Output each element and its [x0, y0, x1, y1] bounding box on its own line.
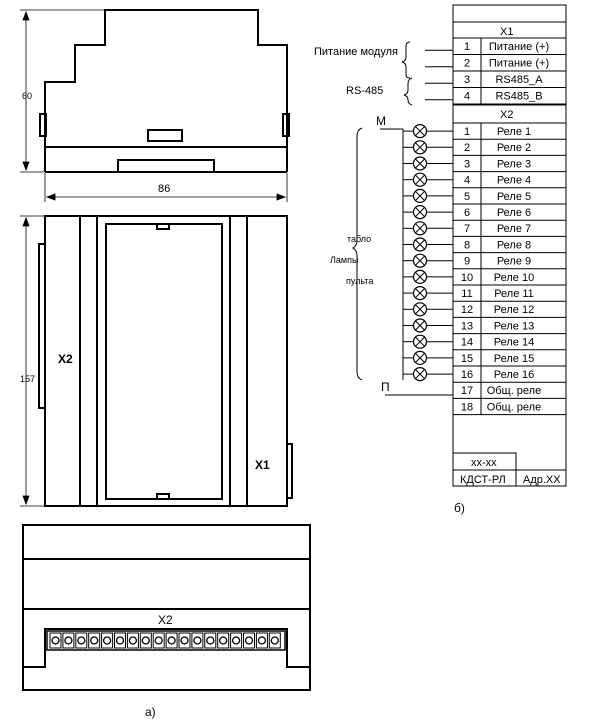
- x1-pin-name: RS485_A: [495, 74, 543, 86]
- x2-pin-number: 10: [460, 271, 474, 284]
- length-dimension-label: 157: [20, 374, 36, 384]
- x1-wires: [425, 50, 453, 100]
- bottom-view: [23, 525, 310, 690]
- terminal-screw: [91, 637, 98, 644]
- height-dimension-label: 60: [22, 91, 33, 101]
- x2-pin-name: Реле 8: [496, 239, 532, 252]
- caption-a: а): [145, 705, 156, 719]
- x2-pin-number: 13: [460, 320, 474, 333]
- x2-pin-name: Реле 14: [493, 336, 535, 349]
- x2-pin-name: Реле 5: [496, 190, 532, 203]
- x2-pin-number: 17: [460, 385, 474, 398]
- x1-pin-number: 2: [463, 57, 471, 70]
- terminal-screw: [207, 637, 214, 644]
- rs485-group-label: RS-485: [346, 85, 384, 97]
- terminal-screw: [52, 637, 59, 644]
- x2-pin-number: 3: [463, 158, 471, 171]
- x1-side-label: X1: [255, 458, 270, 472]
- x2-pin-name: Реле 11: [494, 288, 534, 300]
- x2-pin-number: 5: [463, 190, 471, 203]
- footer-code: хх-хх: [471, 457, 497, 469]
- x2-pin-name: Реле 10: [493, 271, 535, 284]
- x1-pin-name: Питание (+): [488, 57, 550, 70]
- footer-device: КДСТ-РЛ: [460, 474, 506, 486]
- terminal-screw: [271, 637, 278, 644]
- x2-bottom-label: X2: [158, 613, 173, 627]
- terminal-screw: [181, 637, 188, 644]
- x1-pin-name: RS485_B: [495, 90, 543, 103]
- x2-pin-name: Реле 13: [493, 320, 535, 333]
- x2-pin-number: 12: [460, 304, 474, 317]
- terminal-screw: [142, 637, 149, 644]
- lamps-label-line1: Лампы: [330, 255, 359, 265]
- x1-title: X1: [500, 26, 514, 38]
- x1-pin-name: Питание (+): [488, 41, 550, 53]
- x1-pin-number: 3: [463, 74, 471, 86]
- terminal-screws: [50, 633, 280, 648]
- x2-pin-number: 1: [463, 126, 471, 138]
- x2-pin-number: 8: [463, 239, 471, 252]
- x2-pin-number: 18: [460, 401, 474, 414]
- x2-pin-name: Реле 15: [493, 352, 535, 365]
- x2-pin-name: Общ. реле: [486, 385, 542, 398]
- terminal-screw: [168, 637, 175, 644]
- x1-pin-number: 1: [463, 41, 471, 53]
- terminal-screw: [155, 637, 162, 644]
- x2-pin-name: Реле 9: [496, 255, 532, 268]
- terminal-screw: [65, 637, 72, 644]
- x2-pin-number: 15: [460, 352, 474, 365]
- x2-pin-name: Реле 2: [496, 142, 532, 155]
- x2-pin-number: 6: [463, 207, 471, 219]
- terminal-screw: [104, 637, 111, 644]
- footer-address: Адр.XX: [523, 474, 561, 486]
- x2-pin-number: 2: [463, 142, 471, 155]
- x2-pin-number: 9: [463, 255, 471, 268]
- x2-table: [453, 105, 566, 415]
- terminal-screw: [246, 637, 253, 644]
- width-dimension-label: 86: [158, 183, 171, 195]
- front-view: [40, 10, 289, 172]
- x2-side-label: X2: [58, 352, 73, 366]
- lamps-label-line3: пульта: [346, 276, 374, 286]
- x2-pin-name: Реле 4: [496, 174, 532, 187]
- x2-pin-name: Реле 1: [496, 126, 532, 138]
- terminal-screw: [78, 637, 85, 644]
- x2-pin-number: 4: [463, 174, 471, 187]
- terminal-screw: [129, 637, 136, 644]
- x2-title: X2: [500, 109, 514, 121]
- terminal-screw: [194, 637, 201, 644]
- x2-pin-name: Общ. реле: [486, 401, 542, 414]
- x2-pin-number: 7: [463, 223, 471, 236]
- lamps-label-line2: табло: [347, 234, 372, 244]
- x2-pin-name: Реле 16: [493, 369, 535, 381]
- x1-pin-number: 4: [463, 90, 471, 103]
- terminal-screw: [220, 637, 227, 644]
- terminal-screw: [117, 637, 124, 644]
- length-dimension: [20, 216, 44, 506]
- caption-b: б): [454, 501, 465, 515]
- x2-pin-name: Реле 12: [493, 304, 535, 317]
- bus-m-label: М: [376, 114, 386, 128]
- x2-pin-name: Реле 6: [496, 207, 532, 219]
- bus-p-label: П: [381, 380, 390, 394]
- x1-table: [453, 26, 566, 104]
- x2-pin-name: Реле 7: [496, 223, 532, 236]
- x2-pin-number: 14: [460, 336, 474, 349]
- x2-pin-name: Реле 3: [496, 158, 532, 171]
- terminal-screw: [233, 637, 240, 644]
- x2-pin-number: 16: [460, 369, 474, 381]
- power-group-label: Питание модуля: [314, 46, 398, 58]
- lamps: [403, 125, 453, 381]
- x2-pin-number: 11: [461, 288, 473, 300]
- terminal-screw: [258, 637, 265, 644]
